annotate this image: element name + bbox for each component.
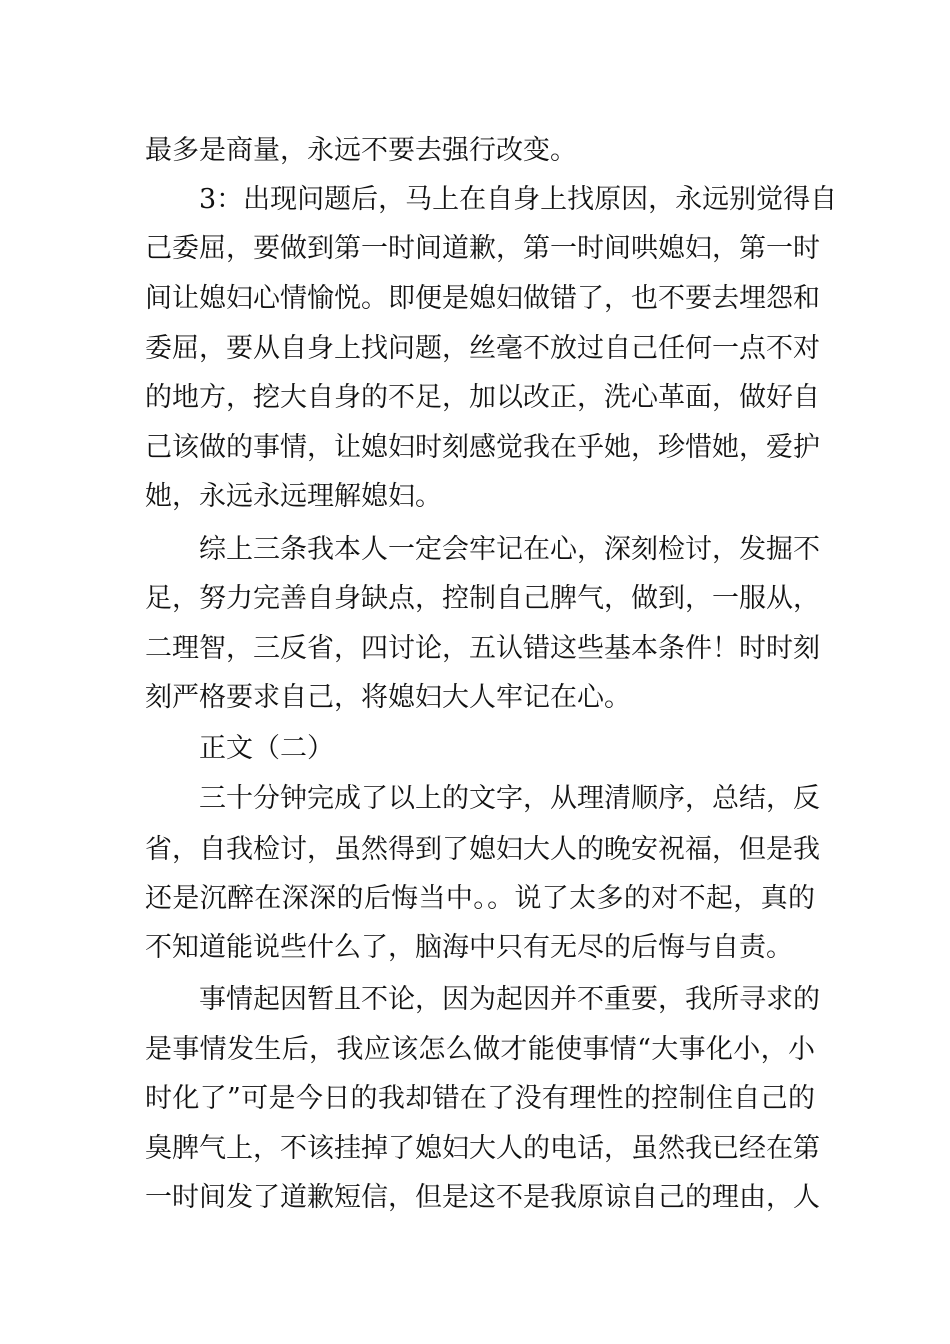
paragraph-line: 间让媳妇心情愉悦。即便是媳妇做错了，也不要去埋怨和 <box>145 283 820 314</box>
paragraph-line: 不知道能说些什么了，脑海中只有无尽的后悔与自责。 <box>145 932 793 963</box>
paragraph-line: 己该做的事情，让媳妇时刻感觉我在乎她，珍惜她，爱护 <box>145 432 820 463</box>
paragraph-line: 综上三条我本人一定会牢记在心，深刻检讨，发掘不 <box>199 534 820 565</box>
paragraph-line: 她，永远永远理解媳妇。 <box>145 481 442 512</box>
paragraph-line: 是事情发生后，我应该怎么做才能使事情“大事化小，小 <box>145 1034 815 1065</box>
paragraph-line: 一时间发了道歉短信，但是这不是我原谅自己的理由，人 <box>145 1182 820 1213</box>
paragraph-line: 省，自我检讨，虽然得到了媳妇大人的晚安祝福，但是我 <box>145 834 820 865</box>
paragraph-line: 足，努力完善自身缺点，控制自己脾气，做到，一服从， <box>145 583 820 614</box>
paragraph-line: 三十分钟完成了以上的文字，从理清顺序，总结，反 <box>199 783 820 814</box>
paragraph-line: 还是沉醉在深深的后悔当中。。说了太多的对不起，真的 <box>145 883 815 914</box>
paragraph-line: 的地方，挖大自身的不足，加以改正，洗心革面，做好自 <box>145 382 820 413</box>
paragraph-line: 3：出现问题后，马上在自身上找原因，永远别觉得自 <box>199 184 838 215</box>
paragraph-line: 委屈，要从自身上找问题，丝毫不放过自己任何一点不对 <box>145 333 820 364</box>
paragraph-line: 时化了”可是今日的我却错在了没有理性的控制住自己的 <box>145 1083 815 1114</box>
paragraph-line: 臭脾气上，不该挂掉了媳妇大人的电话，虽然我已经在第 <box>145 1133 820 1164</box>
paragraph-line: 事情起因暂且不论，因为起因并不重要，我所寻求的 <box>199 984 820 1015</box>
paragraph-line: 刻严格要求自己，将媳妇大人牢记在心。 <box>145 682 631 713</box>
section-heading: 正文（二） <box>199 733 334 764</box>
paragraph-line: 最多是商量，永远不要去强行改变。 <box>145 135 577 166</box>
paragraph-line: 二理智，三反省，四讨论，五认错这些基本条件！时时刻 <box>145 633 820 664</box>
paragraph-line: 己委屈，要做到第一时间道歉，第一时间哄媳妇，第一时 <box>145 233 820 264</box>
